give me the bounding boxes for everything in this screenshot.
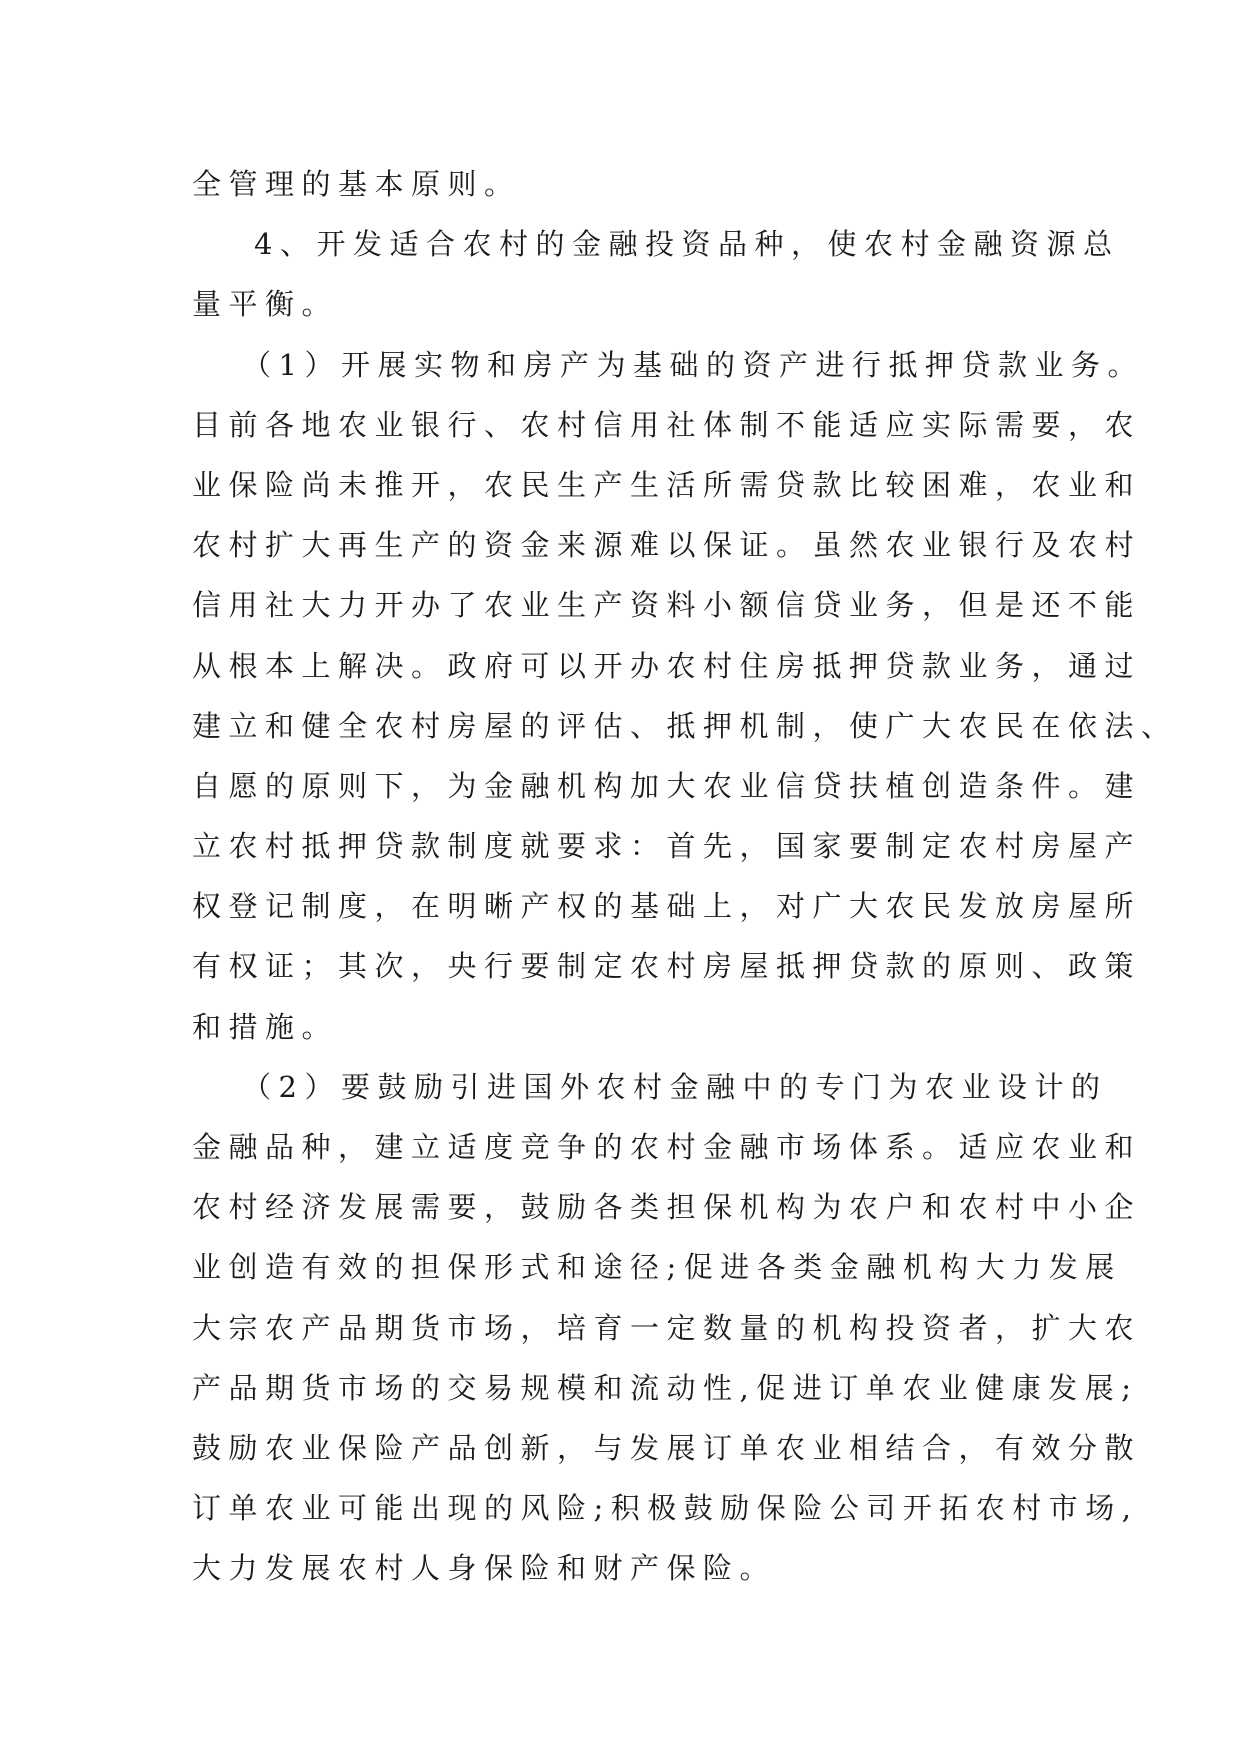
- text-line: 金融品种，建立适度竞争的农村金融市场体系。适应农业和: [192, 1130, 1142, 1164]
- text-line: 产品期货市场的交易规模和流动性,促进订单农业健康发展;: [192, 1370, 1139, 1405]
- text-line: 农村经济发展需要，鼓励各类担保机构为农户和农村中小企: [192, 1190, 1142, 1225]
- text-line: 立农村抵押贷款制度就要求：首先，国家要制定农村房屋产: [192, 829, 1142, 864]
- text-line: （2）要鼓励引进国外农村金融中的专门为农业设计的: [242, 1069, 1108, 1104]
- text-line: 全管理的基本原则。: [192, 167, 521, 201]
- text-line: 量平衡。: [192, 287, 339, 322]
- text-line: 有权证；其次，央行要制定农村房屋抵押贷款的原则、政策: [192, 949, 1142, 984]
- text-line: 建立和健全农村房屋的评估、抵押机制，使广大农民在依法、: [192, 708, 1178, 743]
- text-line: 订单农业可能出现的风险;积极鼓励保险公司开拓农村市场,: [192, 1491, 1139, 1526]
- text-line: 大力发展农村人身保险和财产保险。: [192, 1551, 777, 1586]
- text-line: （1）开展实物和房产为基础的资产进行抵押贷款业务。: [242, 347, 1144, 382]
- text-line: 信用社大力开办了农业生产资料小额信贷业务，但是还不能: [192, 588, 1142, 623]
- text-line: 和措施。: [192, 1009, 339, 1044]
- text-line: 业创造有效的担保形式和途径;促进各类金融机构大力发展: [192, 1250, 1122, 1285]
- text-line: 鼓励农业保险产品创新，与发展订单农业相结合，有效分散: [192, 1430, 1142, 1465]
- text-line: 目前各地农业银行、农村信用社体制不能适应实际需要，农: [192, 407, 1142, 442]
- text-line: 农村扩大再生产的资金来源难以保证。虽然农业银行及农村: [192, 528, 1142, 563]
- text-line: 大宗农产品期货市场，培育一定数量的机构投资者，扩大农: [192, 1310, 1142, 1345]
- text-line: 权登记制度，在明晰产权的基础上，对广大农民发放房屋所: [192, 889, 1142, 924]
- text-line: 从根本上解决。政府可以开办农村住房抵押贷款业务，通过: [192, 648, 1142, 683]
- body-text: [192, 154, 1178, 1599]
- text-line: 自愿的原则下，为金融机构加大农业信贷扶植创造条件。建: [192, 768, 1142, 803]
- text-line: 业保险尚未推开，农民生产生活所需贷款比较困难，农业和: [192, 467, 1142, 502]
- text-line: 4、开发适合农村的金融投资品种，使农村金融资源总: [254, 227, 1120, 262]
